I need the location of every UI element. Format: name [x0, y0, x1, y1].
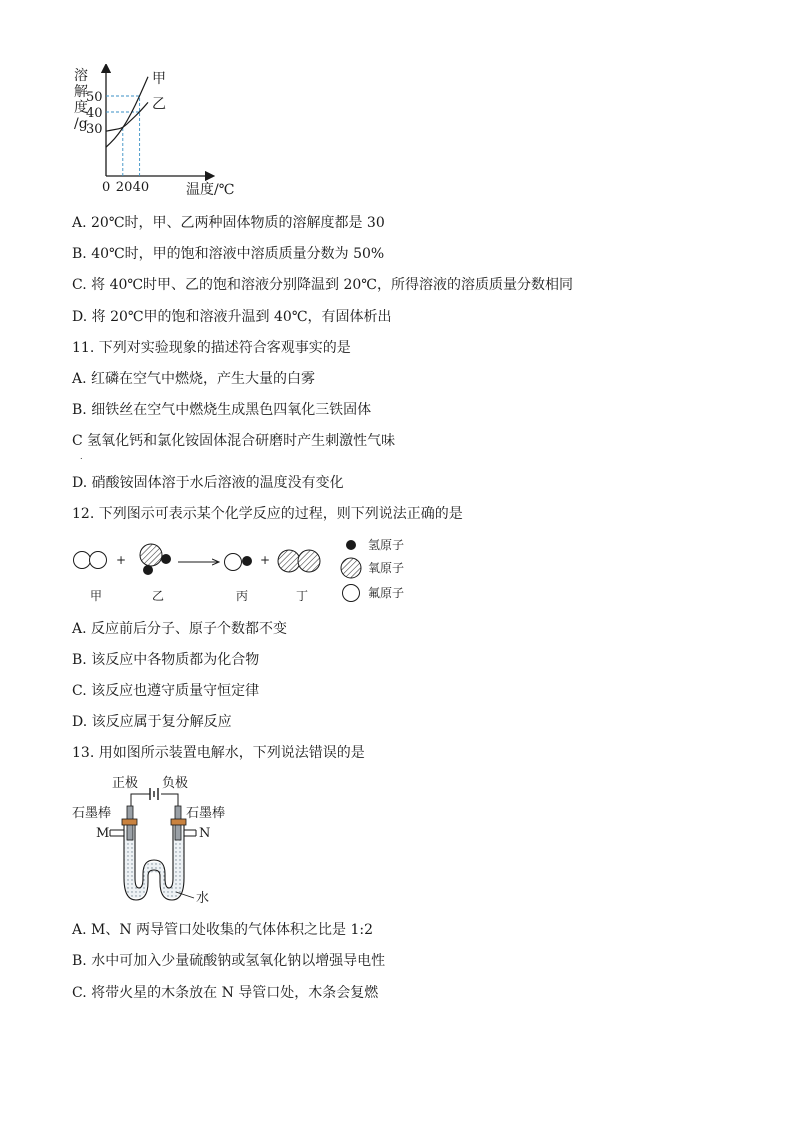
q10-option-b: B. 40℃时，甲的饱和溶液中溶质质量分数为 50%	[72, 246, 385, 262]
q10-option-a: A. 20℃时，甲、乙两种固体物质的溶解度都是 30	[72, 215, 385, 231]
outlet-n-label: N	[199, 826, 211, 841]
label-ding: 丁	[296, 589, 309, 603]
outlet-m-label: M	[96, 826, 110, 841]
molecule-bing	[225, 554, 253, 571]
q12-option-b: B. 该反应中各物质都为化合物	[72, 652, 260, 668]
y-tick-label: 40	[86, 106, 103, 121]
hydrogen-atom	[242, 556, 252, 566]
y-tick-label: 30	[86, 122, 103, 137]
q12-option-d: D. 该反应属于复分解反应	[72, 714, 232, 730]
q13-stem: 13. 用如图所示装置电解水，下列说法错误的是	[72, 745, 365, 761]
plus-sign: +	[260, 553, 271, 567]
x-tick-label: 40	[132, 180, 150, 195]
q11-option-c: C 氢氧化钙和氯化铵固体混合研磨时产生刺激性气味	[72, 433, 396, 449]
q11-stem: 11. 下列对实验现象的描述符合客观事实的是	[72, 340, 351, 356]
outlet-m	[110, 830, 124, 836]
solubility-chart	[68, 64, 258, 200]
label-bing: 丙	[236, 589, 249, 603]
legend-fluorine-icon	[343, 585, 360, 602]
plus-sign: +	[116, 553, 127, 567]
legend-hydrogen: 氢原子	[368, 538, 405, 552]
outlet-n	[184, 830, 196, 836]
dashed-guides	[106, 96, 140, 176]
q12-option-a: A. 反应前后分子、原子个数都不变	[72, 621, 288, 637]
series-curve-1	[106, 102, 148, 131]
water-label: 水	[196, 891, 210, 906]
q13-option-a: A. M、N 两导管口处收集的气体体积之比是 1:2	[72, 922, 374, 938]
positive-electrode-label: 正极	[112, 776, 139, 791]
q12-option-c: C. 该反应也遵守质量守恒定律	[72, 683, 260, 699]
q12-stem: 12. 下列图示可表示某个化学反应的过程，则下列说法正确的是	[72, 506, 463, 522]
y-label-char: 度	[74, 100, 88, 116]
legend-hydrogen-icon	[346, 540, 356, 550]
x-tick-label: 20	[115, 180, 133, 195]
oxygen-atom	[278, 550, 300, 572]
y-label-char: 解	[74, 84, 88, 100]
x-axis-label: 温度/℃	[186, 182, 235, 198]
electrolysis-apparatus	[70, 770, 240, 910]
molecule-yi	[140, 544, 171, 575]
fluorine-atom	[74, 552, 91, 569]
q11-option-b: B. 细铁丝在空气中燃烧生成黑色四氧化三铁固体	[72, 402, 372, 418]
hydrogen-atom	[161, 554, 171, 564]
left-stopper	[122, 819, 137, 825]
graphite-rod-right-label: 石墨棒	[186, 806, 226, 821]
y-tick-label: 50	[86, 90, 103, 105]
right-stopper	[171, 819, 186, 825]
y-label-char: /g	[74, 116, 88, 132]
q11-option-a: A. 红磷在空气中燃烧，产生大量的白雾	[72, 371, 316, 387]
oxygen-atom	[140, 544, 162, 566]
q10-option-d: D. 将 20℃甲的饱和溶液升温到 40℃，有固体析出	[72, 309, 392, 325]
legend-fluorine: 氟原子	[368, 586, 405, 600]
atom-legend	[341, 538, 404, 602]
hydrogen-atom	[143, 565, 153, 575]
y-label-char: 溶	[74, 68, 88, 84]
negative-electrode-label: 负极	[162, 776, 189, 791]
molecule-jia	[74, 552, 107, 569]
fluorine-atom	[90, 552, 107, 569]
legend-oxygen: 氧原子	[368, 561, 405, 575]
origin-label: 0	[102, 180, 111, 195]
series-label-1: 乙	[152, 96, 166, 113]
series-label-0: 甲	[152, 70, 166, 87]
fluorine-atom	[225, 554, 242, 571]
reaction-diagram	[68, 532, 428, 608]
label-yi: 乙	[152, 589, 165, 603]
q13-option-c: C. 将带火星的木条放在 N 导管口处，木条会复燃	[72, 985, 379, 1001]
q11-c-dot: .	[80, 452, 83, 461]
oxygen-atom	[298, 550, 320, 572]
legend-oxygen-icon	[341, 558, 361, 578]
q10-option-c: C. 将 40℃时甲、乙的饱和溶液分别降温到 20℃，所得溶液的溶质质量分数相同	[72, 277, 573, 293]
label-jia: 甲	[90, 589, 103, 603]
q11-option-d: D. 硝酸铵固体溶于水后溶液的温度没有变化	[72, 475, 344, 491]
x-tick-labels	[116, 180, 149, 195]
solubility-curves	[106, 71, 166, 147]
molecule-ding	[278, 550, 320, 572]
q13-option-b: B. 水中可加入少量硫酸钠或氢氧化钠以增强导电性	[72, 953, 386, 969]
graphite-rod-left-label: 石墨棒	[72, 806, 112, 821]
y-tick-labels	[86, 90, 103, 137]
u-tube-inner	[135, 820, 173, 888]
